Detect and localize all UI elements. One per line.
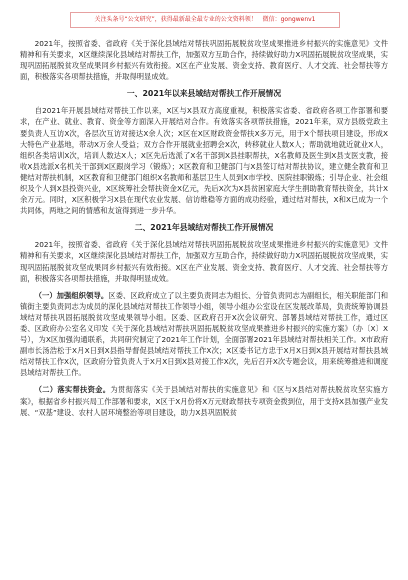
section-2-paragraph: 2021年，按照省委、省政府《关于深化县域结对帮扶巩固拓展脱贫攻坚成果推进乡村振兴的实施意见》文件精神和有关要求，X区继续深化县域结对帮扶工作，加强双方互助合作，持续做好助力X巩固拓展脱贫攻坚成果，实现巩固拓展脱贫攻坚成果同乡村振兴有效衔接。X区在产业发展、资金支持、教育医疗、人才交流、社会帮扶等方面，积极落实各项帮扶措施，并取得明显成效。: [20, 240, 388, 283]
item-1-paragraph: [20, 290, 388, 379]
intro-paragraph: 2021年，按照省委、省政府《关于深化县域结对帮扶巩固拓展脱贫攻坚成果推进乡村振兴的实施意见》文件精神和有关要求，X区继续深化县域结对帮扶工作，加强双方互助合作，持续做好助力X巩固拓展脱贫攻坚成果，实现巩固拓展脱贫攻坚成果同乡村振兴有效衔接。X区在产业发展、资金支持、教育医疗、人才交流、社会帮扶等方面，积极落实各项帮扶措施，并取得明显成效。: [20, 39, 388, 82]
banner-wechat: 微信：gongwenv1: [262, 16, 316, 23]
item-2-title: （二）落实帮扶资金。: [34, 385, 111, 395]
section-1-paragraph: 自2021年开展县域结对帮扶工作以来，X区与X县双方高度重视，积极落实省委、省政府各项工作部署和要求，在产业、就业、教育、资金等方面深入开展结对合作。有效落实各项帮扶措施，2021年来，双方县级党政主要负责人互访X次，各层次互访对接达X余人次；X区在X区财政资金帮扶X多万元，用于X个帮扶项目建设，形成X大特色产业基地，带动X万余人受益；双方合作开展就业招聘会X次，转移就业人数X人；帮助就地就近就业X人，组织各类培训X次，培训人数达X人；X区先后选派了X名干部到X县挂职帮扶，X名教师及医生到X县支医支教，接收X县选派X名机关干部到X区跟岗学习（锻炼）；X区教育和卫健部门与X县签订结对帮扶协议，建立健全教育和卫健结对帮扶机制，X区教育和卫健部门组织X名教师和基层卫生人员到X市学校、医院挂职锻炼；引导企业、社会组织及个人到X县投资兴业，X区统筹社会帮扶资金X亿元，先后X次为X县贫困家庭大学生捐助教育帮扶资金，共计X余万元。同时，X区积极学习X县在现代农业发展、信访维稳等方面的成功经验，通过结对帮扶，X和X已成为一个共同体，两地之间的情感和友谊得到进一步升华。: [20, 106, 388, 216]
document-body: [20, 38, 388, 418]
item-2-paragraph: [20, 384, 388, 417]
item-1-title: （一）加强组织领导。: [34, 290, 109, 300]
banner-text: 关注头条号“公文研究”，获得最新最全最专业的公文资料领！: [94, 16, 257, 23]
item-2-body: 为贯彻落实《关于县域结对帮扶的实施意见》和《区与X县结对帮扶脱贫攻坚实施方案》，根据省乡村振兴局工作部署和要求，X区于X月份将X万元财政帮扶专项资金拨到位，用于支持X县加强产业发展、“双基”建设、农村人居环境整治等项目建设，助力X县巩固脱贫: [20, 385, 389, 417]
section-2-heading: 二、2021年县域结对帮扶工作开展情况: [134, 223, 274, 233]
item-1-body: 区委、区政府成立了以主要负责同志为组长、分管负责同志为副组长，相关职能部门和镇街主要负责同志为成员的深化县域结对帮扶工作领导小组，领导小组办公室设在区发展改革局，负责统筹协调县域结对帮扶巩固拓展脱贫攻坚成果领导小组。区委、区政府召开X次会议研究、部署县域结对帮扶工作，通过区委、区政府办公室名义印发《关于深化县域结对帮扶巩固拓展脱贫攻坚成果推进乡村振兴的实施方案》（办〔X〕X号），为X区加强沟通联系，共同研究制定了2021年工作计划，全面部署2021年县域结对帮扶相关工作。X市政府副市长汤浩松于X月X日到X县指导督促县域结对帮扶工作X次；X区委书记方忠于X月X日到X县开展结对帮扶县域结对帮扶工作X次，区政府分管负责人于X月X日到X县对接工作X次，先后召开X次专题会议，用来统筹推进和调度县域结对帮扶工作。: [20, 290, 388, 378]
top-banner: [70, 12, 340, 28]
section-1-heading: 一、2021年以来县域结对帮扶工作开展情况: [126, 89, 282, 99]
